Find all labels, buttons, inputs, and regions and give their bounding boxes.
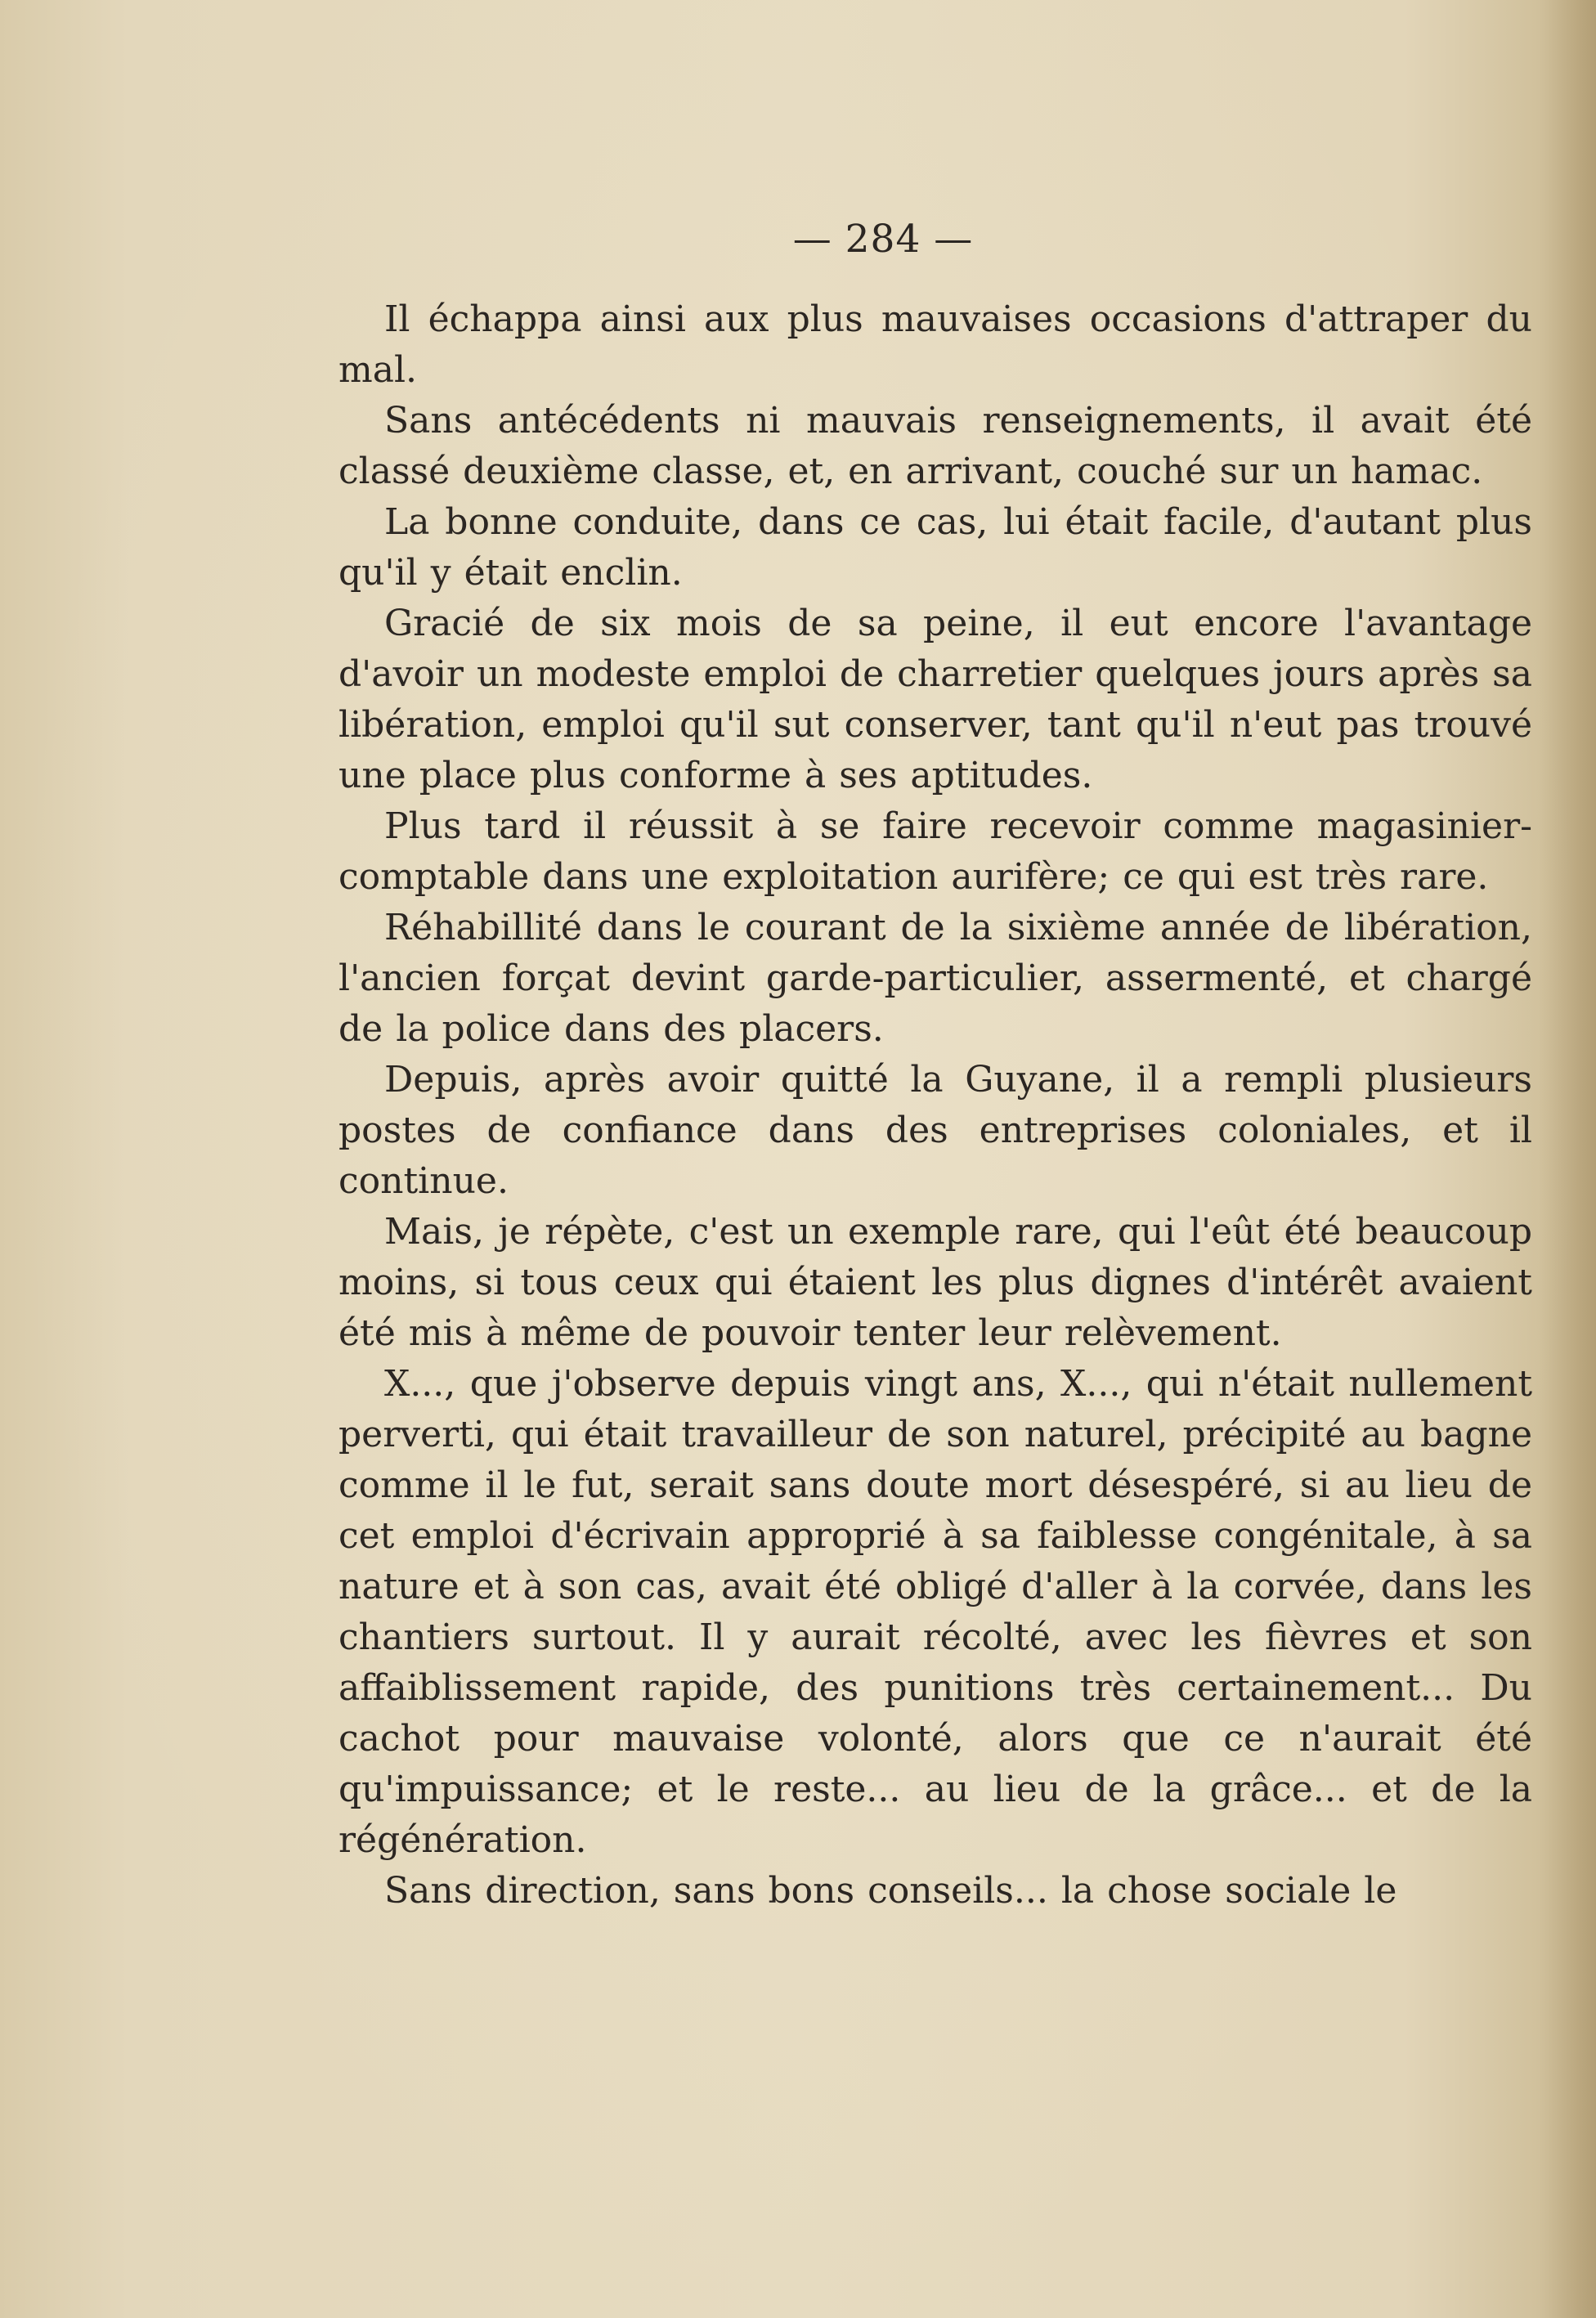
paragraph-5: Plus tard il réussit à se faire recevoir comme magasinier-comptable dans une exploitation aurifère; ce qui est très rare. <box>338 805 1532 898</box>
body-text <box>338 294 1532 1917</box>
paragraph-3: La bonne conduite, dans ce cas, lui était facile, d'autant plus qu'il y était enclin. <box>338 501 1532 594</box>
paragraph-6: Réhabillité dans le courant de la sixième année de libération, l'ancien forçat devint garde-particulier, assermenté, et chargé de la police dans des placers. <box>338 907 1532 1050</box>
paragraph-2: Sans antécédents ni mauvais renseignements, il avait été classé deuxième classe, et, en arrivant, couché sur un hamac. <box>338 400 1532 492</box>
paragraph-8: Mais, je répète, c'est un exemple rare, qui l'eût été beaucoup moins, si tous ceux qui étaient les plus dignes d'intérêt avaient été mis à même de pouvoir tenter leur relèvement. <box>338 1211 1532 1354</box>
paragraph-4: Gracié de six mois de sa peine, il eut encore l'avantage d'avoir un modeste emploi de charretier quelques jours après sa libération, emploi qu'il sut conserver, tant qu'il n'eut pas trouvé une place plus conforme à ses aptitudes. <box>338 603 1532 796</box>
paragraph-10: Sans direction, sans bons conseils... la chose sociale le <box>384 1870 1397 1912</box>
paragraph-1: Il échappa ainsi aux plus mauvaises occasions d'attraper du mal. <box>338 298 1532 391</box>
page-edge-shadow <box>1539 0 1596 2318</box>
page-number: — 284 — <box>792 217 974 262</box>
paragraph-9: X..., que j'observe depuis vingt ans, X..., qui n'était nullement perverti, qui était travailleur de son naturel, précipité au bagne comme il le fut, serait sans doute mort désespéré, si au lieu de cet emploi d'écrivain approprié à sa faiblesse congénitale, à sa nature et à son cas, avait été obligé d'aller à la corvée, dans les chantiers surtout. Il y aurait récolté, avec les fièvres et son affaiblissement rapide, des punitions très certainement... Du cachot pour mauvaise volonté, alors que ce n'aurait été qu'impuissance; et le reste... au lieu de la grâce... et de la régénération. <box>338 1363 1532 1861</box>
paragraph-7: Depuis, après avoir quitté la Guyane, il a rempli plusieurs postes de confiance dans des entreprises coloniales, et il continue. <box>338 1059 1532 1202</box>
